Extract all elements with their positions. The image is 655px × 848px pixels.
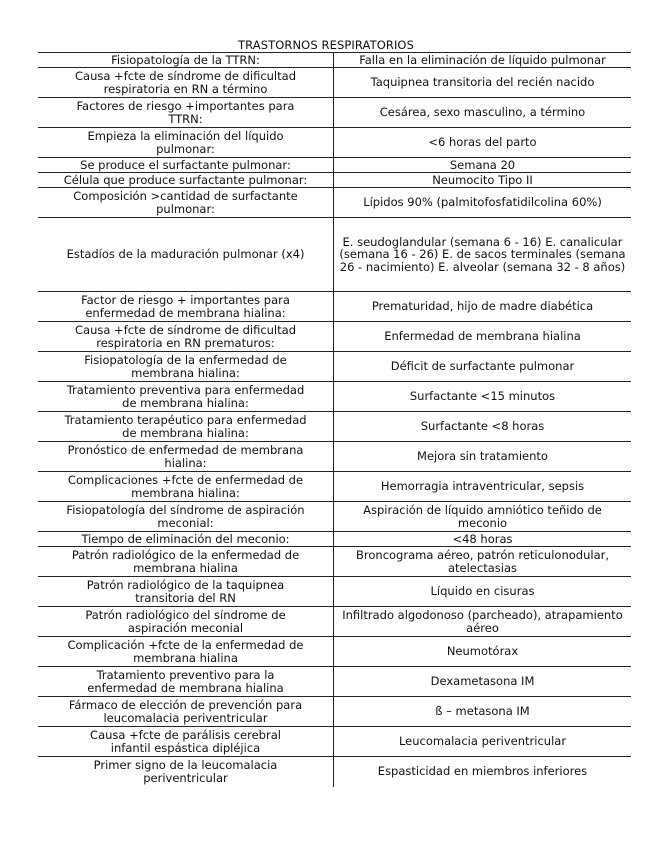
answer-cell: Aspiración de líquido amniótico teñido de meconio: [334, 502, 632, 532]
question-cell: Célula que produce surfactante pulmonar:: [38, 173, 334, 188]
answer-cell: Mejora sin tratamiento: [334, 442, 632, 472]
table-row: [38, 53, 631, 68]
answer-cell: Surfactante <8 horas: [334, 412, 632, 442]
question-cell: Tratamiento preventivo para la enfermedad de membrana hialina: [38, 667, 334, 697]
answer-cell: Leucomalacia periventricular: [334, 727, 632, 757]
table-row: [38, 502, 631, 532]
table-row: [38, 637, 631, 667]
table-row: [38, 218, 631, 292]
question-cell: Causa +fcte de síndrome de dificultad respiratoria en RN a término: [38, 68, 334, 98]
question-cell: Tratamiento preventiva para enfermedad de membrana hialina:: [38, 382, 334, 412]
question-cell: Patrón radiológico de la enfermedad de membrana hialina: [38, 547, 334, 577]
answer-cell: Líquido en cisuras: [334, 577, 632, 607]
question-cell: Factores de riesgo +importantes para TTRN:: [38, 98, 334, 128]
table-row: [38, 292, 631, 322]
question-cell: Primer signo de la leucomalacia periventricular: [38, 757, 334, 787]
question-cell: Complicaciones +fcte de enfermedad de membrana hialina:: [38, 472, 334, 502]
question-cell: Fisiopatología del síndrome de aspiración meconial:: [38, 502, 334, 532]
answer-cell: Infiltrado algodonoso (parcheado), atrapamiento aéreo: [334, 607, 632, 637]
table-row: [38, 607, 631, 637]
question-cell: Se produce el surfactante pulmonar:: [38, 158, 334, 173]
table-row: [38, 472, 631, 502]
answer-cell: Cesárea, sexo masculino, a término: [334, 98, 632, 128]
table-row: [38, 173, 631, 188]
answer-cell: Surfactante <15 minutos: [334, 382, 632, 412]
question-cell: Patrón radiológico de la taquipnea transitoria del RN: [38, 577, 334, 607]
table-row: [38, 757, 631, 787]
question-cell: Tratamiento terapéutico para enfermedad de membrana hialina:: [38, 412, 334, 442]
table-row: [38, 577, 631, 607]
question-cell: Complicación +fcte de la enfermedad de membrana hialina: [38, 637, 334, 667]
question-cell: Empieza la eliminación del líquido pulmonar:: [38, 128, 334, 158]
answer-cell: Taquipnea transitoria del recién nacido: [334, 68, 632, 98]
table-row: [38, 98, 631, 128]
answer-cell: Prematuridad, hijo de madre diabética: [334, 292, 632, 322]
table-row: [38, 547, 631, 577]
question-cell: Fisiopatología de la TTRN:: [38, 53, 334, 68]
question-cell: Causa +fcte de síndrome de dificultad respiratoria en RN prematuros:: [38, 322, 334, 352]
table-row: [38, 727, 631, 757]
answer-cell: Déficit de surfactante pulmonar: [334, 352, 632, 382]
table-row: [38, 382, 631, 412]
answer-cell: Falla en la eliminación de líquido pulmonar: [334, 53, 632, 68]
answer-cell: Lípidos 90% (palmitofosfatidilcolina 60%): [334, 188, 632, 218]
answer-cell: Neumocito Tipo II: [334, 173, 632, 188]
table-row: [38, 667, 631, 697]
document-page: [38, 38, 626, 787]
answer-cell: Enfermedad de membrana hialina: [334, 322, 632, 352]
answer-cell: <6 horas del parto: [334, 128, 632, 158]
question-cell: Tiempo de eliminación del meconio:: [38, 532, 334, 547]
table-row: [38, 412, 631, 442]
question-cell: Patrón radiológico del síndrome de aspiración meconial: [38, 607, 334, 637]
question-cell: Causa +fcte de parálisis cerebral infantil espástica dipléjica: [38, 727, 334, 757]
table-row: [38, 322, 631, 352]
table-row: [38, 697, 631, 727]
table-row: [38, 68, 631, 98]
answer-cell: Dexametasona IM: [334, 667, 632, 697]
table-row: [38, 158, 631, 173]
document-title: TRASTORNOS RESPIRATORIOS: [238, 38, 414, 52]
table-row: [38, 352, 631, 382]
table-row: [38, 188, 631, 218]
answer-cell: E. seudoglandular (semana 6 - 16) E. canalicular (semana 16 - 26) E. de sacos terminales (semana 26 - nacimiento) E. alveolar (semana 32 - 8 años): [334, 218, 632, 292]
question-cell: Fármaco de elección de prevención para leucomalacia periventricular: [38, 697, 334, 727]
answer-cell: Semana 20: [334, 158, 632, 173]
question-cell: Composición >cantidad de surfactante pulmonar:: [38, 188, 334, 218]
table-row: [38, 442, 631, 472]
question-cell: Pronóstico de enfermedad de membrana hialina:: [38, 442, 334, 472]
qa-table-body: [38, 53, 631, 787]
qa-table: [38, 52, 631, 787]
answer-cell: Neumotórax: [334, 637, 632, 667]
table-row: [38, 128, 631, 158]
answer-cell: Broncograma aéreo, patrón reticulonodular, atelectasias: [334, 547, 632, 577]
question-cell: Factor de riesgo + importantes para enfermedad de membrana hialina:: [38, 292, 334, 322]
answer-cell: Espasticidad en miembros inferiores: [377, 764, 588, 779]
question-cell: Fisiopatología de la enfermedad de membrana hialina:: [38, 352, 334, 382]
answer-cell: <48 horas: [334, 532, 632, 547]
answer-cell: Hemorragia intraventricular, sepsis: [334, 472, 632, 502]
question-cell: Estadíos de la maduración pulmonar (x4): [38, 218, 334, 292]
answer-cell: ß – metasona IM: [334, 697, 632, 727]
table-row: [38, 532, 631, 547]
